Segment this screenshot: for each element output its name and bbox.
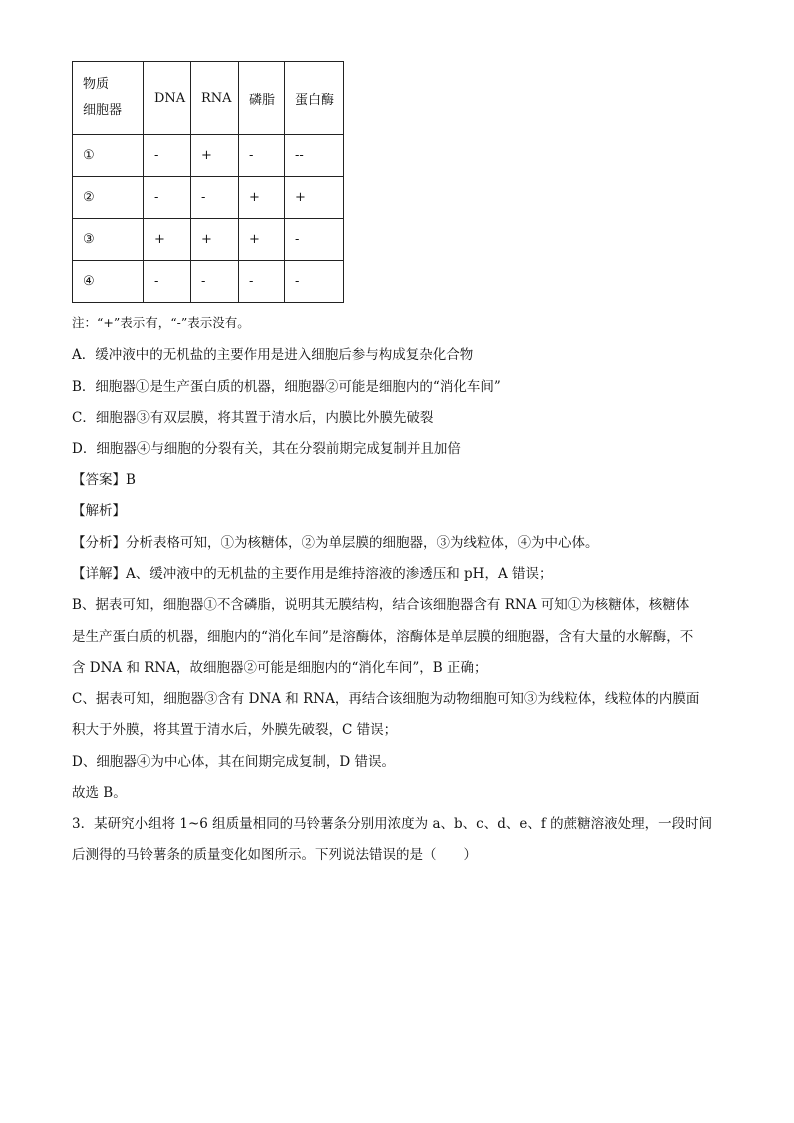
row-label: ② [73, 177, 144, 219]
table-cell: - [144, 261, 191, 303]
table-cell: + [239, 219, 285, 261]
analysis-heading: 【解析】 [72, 503, 126, 519]
option-c: C．细胞器③有双层膜，将其置于清水后，内膜比外膜先破裂 [72, 410, 434, 426]
organelle-table [72, 61, 344, 303]
detail-line: B、据表可知，细胞器①不含磷脂，说明其无膜结构，结合该细胞器含有 RNA 可知①为核糖体，核糖体 [72, 597, 690, 613]
table-cell: - [239, 261, 285, 303]
detail-line: 是生产蛋白质的机器，细胞内的“消化车间”是溶酶体，溶酶体是单层膜的细胞器，含有大量的水解酶，不 [72, 629, 694, 645]
table-cell: - [144, 177, 191, 219]
detail-line: C、据表可知，细胞器③含有 DNA 和 RNA，再结合该细胞为动物细胞可知③为线粒体，线粒体的内膜面 [72, 691, 700, 707]
detail-line: 【详解】A、缓冲液中的无机盐的主要作用是维持溶液的渗透压和 pH，A 错误； [72, 566, 553, 582]
table-row [73, 177, 344, 219]
table-row [73, 219, 344, 261]
option-b: B．细胞器①是生产蛋白质的机器，细胞器②可能是细胞内的“消化车间” [72, 379, 501, 395]
table-cell: + [239, 177, 285, 219]
analysis-summary: 【分析】分析表格可知，①为核糖体，②为单层膜的细胞器，③为线粒体，④为中心体。 [72, 535, 599, 551]
table-cell: + [144, 219, 191, 261]
table-cell: + [285, 177, 344, 219]
table-cell: - [239, 135, 285, 177]
table-note: 注：“+”表示有，“-”表示没有。 [72, 315, 250, 330]
table-cell: - [144, 135, 191, 177]
detail-line: 故选 B。 [72, 785, 127, 801]
table-cell: - [191, 261, 239, 303]
table-cell: - [285, 261, 344, 303]
option-d: D．细胞器④与细胞的分裂有关，其在分裂前期完成复制并且加倍 [72, 441, 461, 457]
table-cell: + [191, 135, 239, 177]
table-row [73, 135, 344, 177]
option-a: A．缓冲液中的无机盐的主要作用是进入细胞后参与构成复杂化合物 [72, 347, 474, 363]
detail-line: 积大于外膜，将其置于清水后，外膜先破裂，C 错误； [72, 722, 398, 738]
question-3-line: 后测得的马铃薯条的质量变化如图所示。下列说法错误的是（ ） [72, 847, 477, 863]
header-organelle-label: 细胞器 [83, 103, 123, 118]
detail-line: 含 DNA 和 RNA，故细胞器②可能是细胞内的“消化车间”，B 正确； [72, 660, 488, 676]
question-3-line: 3．某研究小组将 1~6 组质量相同的马铃薯条分别用浓度为 a、b、c、d、e、f 的蔗糖溶液处理，一段时间 [72, 816, 713, 832]
detail-line: D、细胞器④为中心体，其在间期完成复制，D 错误。 [72, 754, 395, 770]
answer-line: 【答案】B [72, 472, 136, 488]
column-header: DNA [144, 62, 191, 135]
table-cell: - [285, 219, 344, 261]
column-header: RNA [191, 62, 239, 135]
row-label: ④ [73, 261, 144, 303]
column-header: 蛋白酶 [285, 62, 344, 135]
table-header-row [73, 62, 344, 135]
row-label: ③ [73, 219, 144, 261]
table-cell: - [191, 177, 239, 219]
table-row [73, 261, 344, 303]
table-cell: -- [285, 135, 344, 177]
header-corner-cell [73, 62, 144, 135]
table-cell: + [191, 219, 239, 261]
row-label: ① [73, 135, 144, 177]
column-header: 磷脂 [239, 62, 285, 135]
header-substance-label: 物质 [83, 77, 110, 92]
